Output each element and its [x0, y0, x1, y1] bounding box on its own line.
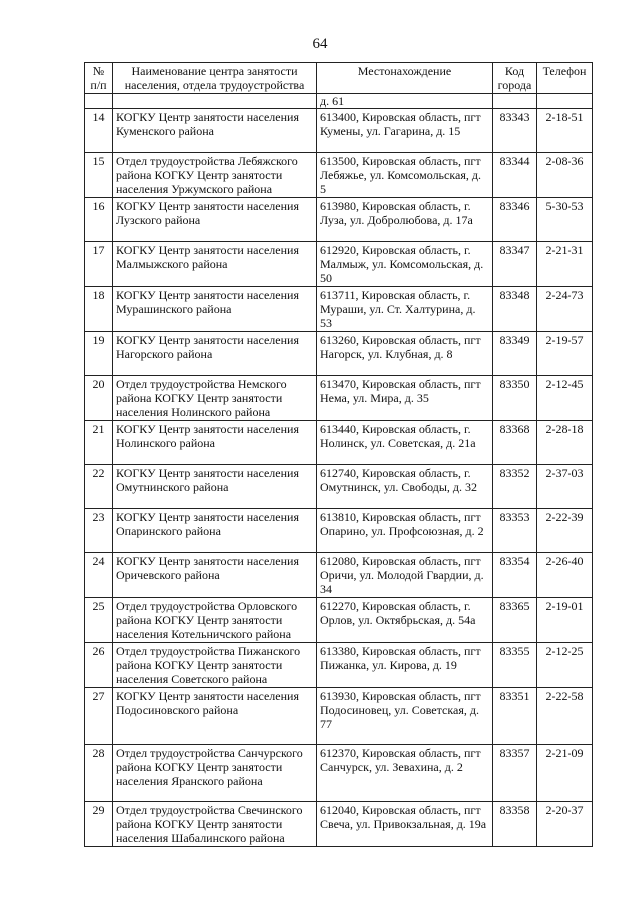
cell-phone: 2-21-31	[537, 242, 593, 287]
cell-num: 20	[85, 376, 113, 421]
cell-address: 613980, Кировская область, г. Луза, ул. Добролюбова, д. 17а	[317, 198, 493, 242]
cell-code: 83346	[493, 198, 537, 242]
cell-address: 612040, Кировская область, пгт Свеча, ул. Привокзальная, д. 19а	[317, 802, 493, 847]
cell-phone: 5-30-53	[537, 198, 593, 242]
cell-code: 83357	[493, 745, 537, 802]
cell-name: КОГКУ Центр занятости населения Мурашинского района	[113, 287, 317, 332]
cell-name: КОГКУ Центр занятости населения Нагорского района	[113, 332, 317, 376]
cell-phone: 2-19-57	[537, 332, 593, 376]
cell-address: 612080, Кировская область, пгт Оричи, ул. Молодой Гвардии, д. 34	[317, 553, 493, 598]
cell-name: КОГКУ Центр занятости населения Омутнинского района	[113, 465, 317, 509]
table-row	[85, 242, 593, 287]
cell-code: 83347	[493, 242, 537, 287]
page-number: 64	[312, 36, 328, 52]
header-name: Наименование центра занятости населения, отдела трудоустройства	[113, 63, 317, 94]
cell-num: 29	[85, 802, 113, 847]
cell-num: 25	[85, 598, 113, 643]
cell-phone: 2-20-37	[537, 802, 593, 847]
cell-num: 21	[85, 421, 113, 465]
cell-address: 613810, Кировская область, пгт Опарино, ул. Профсоюзная, д. 2	[317, 509, 493, 553]
cell-phone: 2-08-36	[537, 153, 593, 198]
table-row	[85, 688, 593, 745]
table-row	[85, 332, 593, 376]
cell-num: 19	[85, 332, 113, 376]
cell-code: 83355	[493, 643, 537, 688]
cell-name: Отдел трудоустройства Свечинского района КОГКУ Центр занятости населения Шабалинского района	[113, 802, 317, 847]
cell-num: 22	[85, 465, 113, 509]
table-row	[85, 745, 593, 802]
cell-phone: 2-26-40	[537, 553, 593, 598]
cell-name: КОГКУ Центр занятости населения Опаринского района	[113, 509, 317, 553]
cell-num: 15	[85, 153, 113, 198]
employment-centers-table	[84, 62, 593, 847]
cell-address: 613470, Кировская область, пгт Нема, ул. Мира, д. 35	[317, 376, 493, 421]
cell-name: Отдел трудоустройства Санчурского района КОГКУ Центр занятости населения Яранского района	[113, 745, 317, 802]
cell-name: КОГКУ Центр занятости населения Малмыжского района	[113, 242, 317, 287]
cell-address: 613400, Кировская область, пгт Кумены, ул. Гагарина, д. 15	[317, 109, 493, 153]
table-row	[85, 509, 593, 553]
cell-name: Отдел трудоустройства Немского района КОГКУ Центр занятости населения Нолинского района	[113, 376, 317, 421]
cell-name: КОГКУ Центр занятости населения Оричевского района	[113, 553, 317, 598]
cell-code	[493, 94, 537, 109]
table-row	[85, 465, 593, 509]
cell-address: 612370, Кировская область, пгт Санчурск, ул. Зевахина, д. 2	[317, 745, 493, 802]
cell-num: 28	[85, 745, 113, 802]
cell-code: 83343	[493, 109, 537, 153]
table-row	[85, 643, 593, 688]
cell-address: 612270, Кировская область, г. Орлов, ул. Октябрьская, д. 54а	[317, 598, 493, 643]
table-row	[85, 198, 593, 242]
header-address: Местонахождение	[317, 63, 493, 94]
cell-code: 83348	[493, 287, 537, 332]
table-row	[85, 553, 593, 598]
table-row	[85, 598, 593, 643]
header-num: № п/п	[85, 63, 113, 94]
table-row	[85, 287, 593, 332]
cell-address: 613380, Кировская область, пгт Пижанка, ул. Кирова, д. 19	[317, 643, 493, 688]
cell-num: 18	[85, 287, 113, 332]
cell-phone: 2-28-18	[537, 421, 593, 465]
cell-code: 83352	[493, 465, 537, 509]
cell-code: 83349	[493, 332, 537, 376]
cell-code: 83368	[493, 421, 537, 465]
header-phone: Телефон	[537, 63, 593, 94]
cell-name: КОГКУ Центр занятости населения Лузского района	[113, 198, 317, 242]
header-code: Код города	[493, 63, 537, 94]
cell-num: 17	[85, 242, 113, 287]
cell-address: 612920, Кировская область, г. Малмыж, ул. Комсомольская, д. 50	[317, 242, 493, 287]
table-row	[85, 802, 593, 847]
cell-name: Отдел трудоустройства Лебяжского района КОГКУ Центр занятости населения Уржумского района	[113, 153, 317, 198]
cell-address: 613930, Кировская область, пгт Подосиновец, ул. Советская, д. 77	[317, 688, 493, 745]
cell-phone: 2-12-25	[537, 643, 593, 688]
cell-phone: 2-12-45	[537, 376, 593, 421]
cell-address: 612740, Кировская область, г. Омутнинск, ул. Свободы, д. 32	[317, 465, 493, 509]
cell-phone: 2-21-09	[537, 745, 593, 802]
cell-code: 83365	[493, 598, 537, 643]
cell-num: 23	[85, 509, 113, 553]
cell-phone: 2-37-03	[537, 465, 593, 509]
table-row	[85, 153, 593, 198]
cell-address: 613440, Кировская область, г. Нолинск, ул. Советская, д. 21а	[317, 421, 493, 465]
cell-phone: 2-18-51	[537, 109, 593, 153]
continuation-row	[85, 94, 593, 109]
cell-code: 83354	[493, 553, 537, 598]
cell-address: 613500, Кировская область, пгт Лебяжье, ул. Комсомольская, д. 5	[317, 153, 493, 198]
cell-num: 27	[85, 688, 113, 745]
cell-name: КОГКУ Центр занятости населения Нолинского района	[113, 421, 317, 465]
cell-num: 26	[85, 643, 113, 688]
cell-address: 613711, Кировская область, г. Мураши, ул. Ст. Халтурина, д. 53	[317, 287, 493, 332]
cell-name: Отдел трудоустройства Орловского района КОГКУ Центр занятости населения Котельничского района	[113, 598, 317, 643]
cell-phone	[537, 94, 593, 109]
table-row	[85, 421, 593, 465]
cell-num	[85, 94, 113, 109]
cell-address: д. 61	[317, 94, 493, 109]
cell-phone: 2-19-01	[537, 598, 593, 643]
cell-name: КОГКУ Центр занятости населения Подосиновского района	[113, 688, 317, 745]
cell-address: 613260, Кировская область, пгт Нагорск, ул. Клубная, д. 8	[317, 332, 493, 376]
cell-phone: 2-22-58	[537, 688, 593, 745]
cell-code: 83351	[493, 688, 537, 745]
cell-code: 83358	[493, 802, 537, 847]
cell-name: Отдел трудоустройства Пижанского района КОГКУ Центр занятости населения Советского района	[113, 643, 317, 688]
cell-code: 83353	[493, 509, 537, 553]
cell-code: 83350	[493, 376, 537, 421]
cell-name	[113, 94, 317, 109]
cell-num: 16	[85, 198, 113, 242]
table-header-row	[85, 63, 593, 94]
cell-phone: 2-22-39	[537, 509, 593, 553]
cell-code: 83344	[493, 153, 537, 198]
cell-phone: 2-24-73	[537, 287, 593, 332]
cell-num: 24	[85, 553, 113, 598]
cell-name: КОГКУ Центр занятости населения Куменского района	[113, 109, 317, 153]
cell-num: 14	[85, 109, 113, 153]
table-row	[85, 109, 593, 153]
table-row	[85, 376, 593, 421]
